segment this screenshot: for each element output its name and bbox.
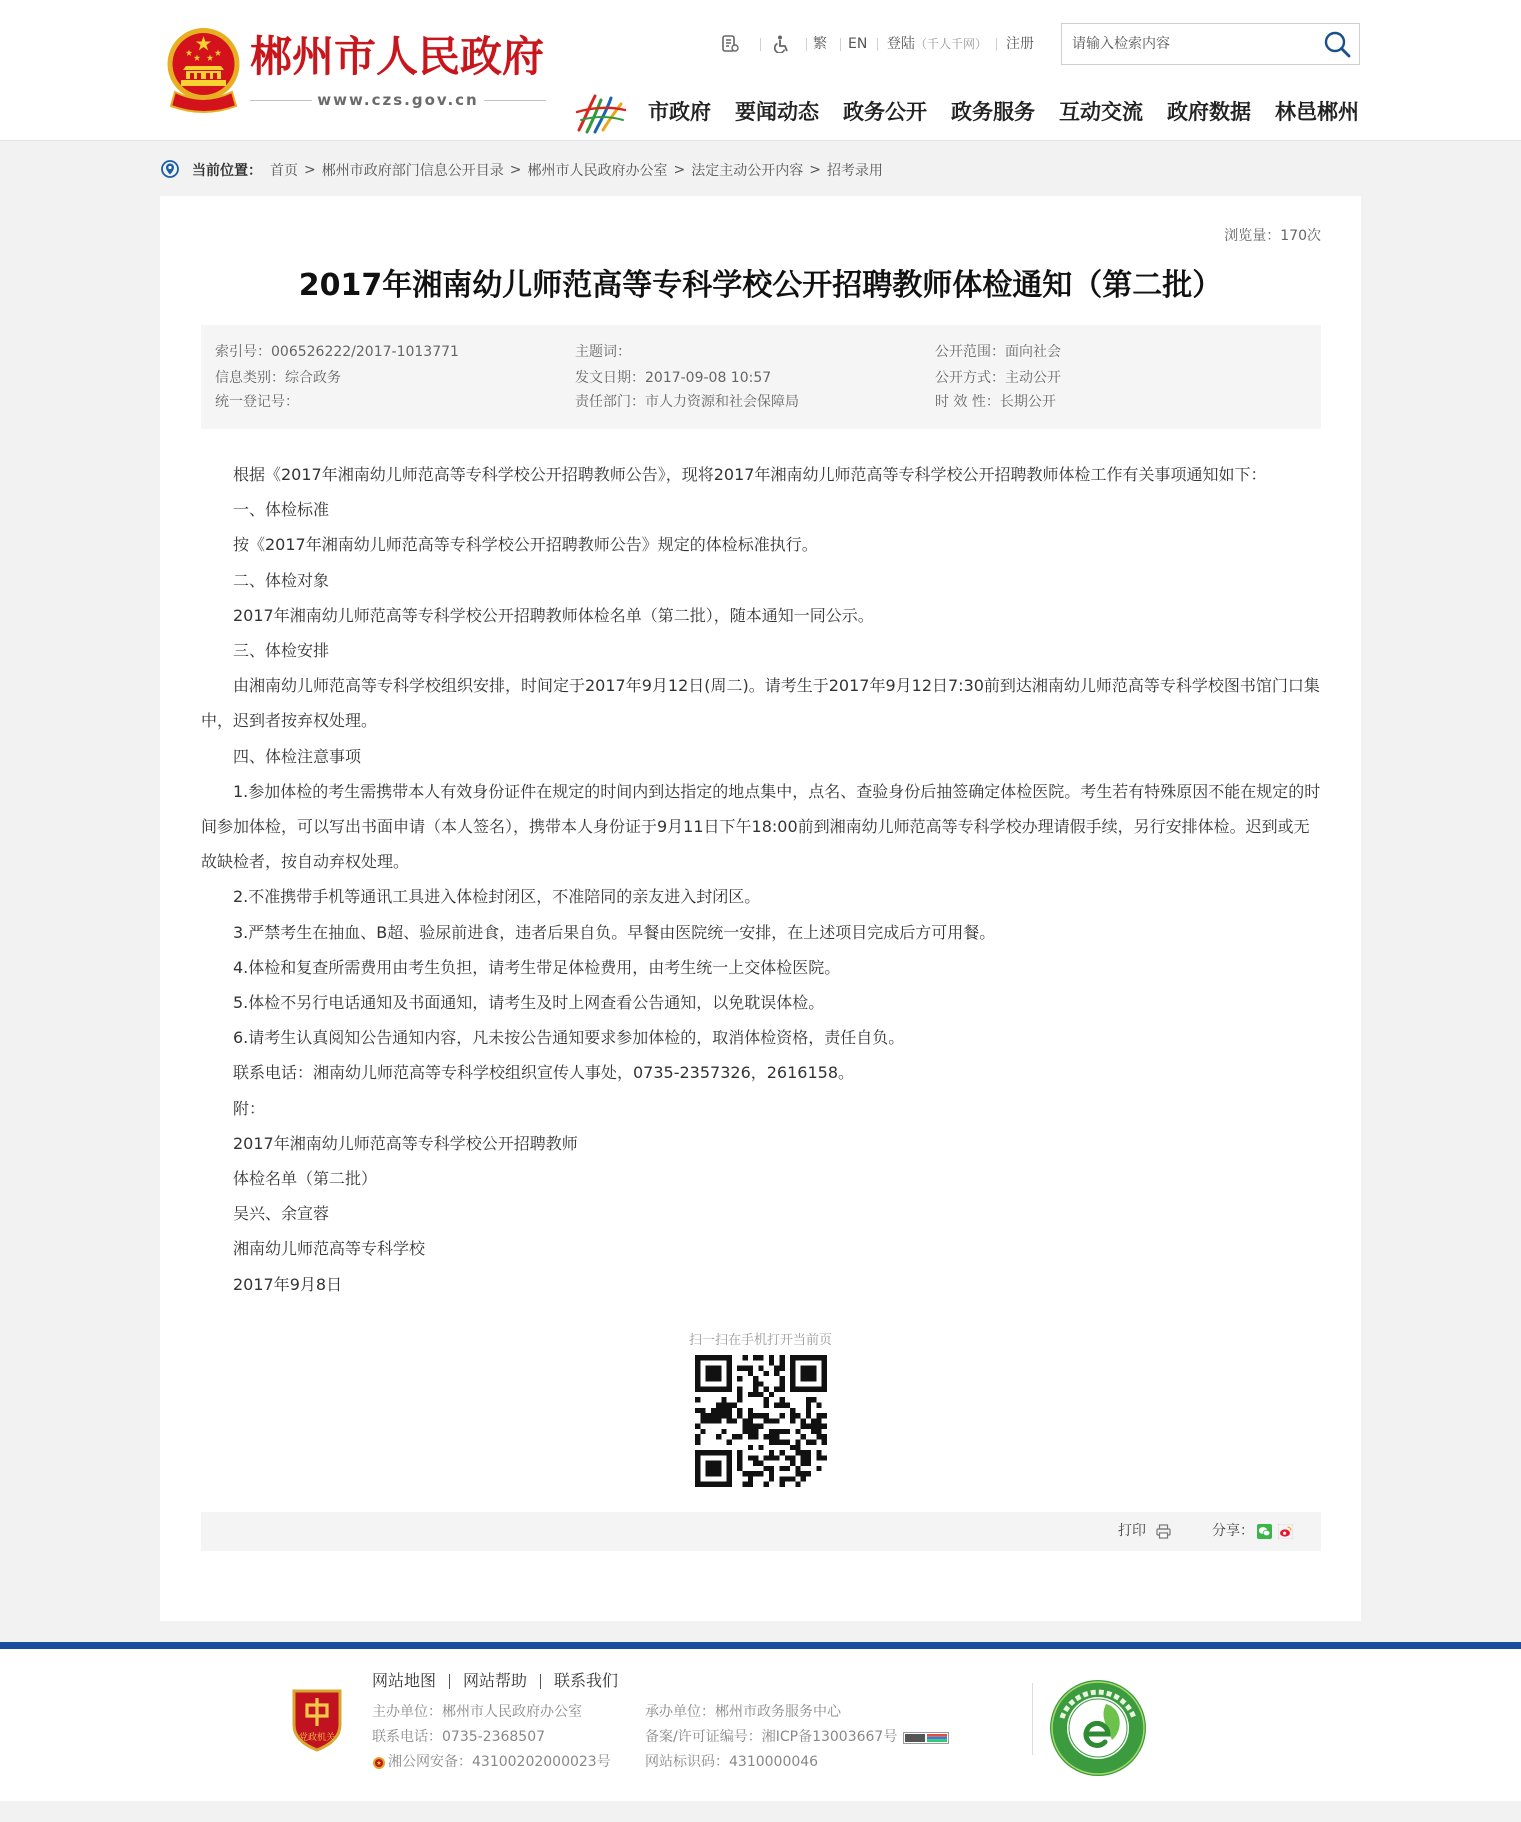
sitemap-link[interactable]: 网站地图 [372,1671,437,1690]
nav-item-city-government[interactable]: 市政府 [648,100,711,124]
paragraph: 根据《2017年湘南幼儿师范高等专科学校公开招聘教师公告》，现将2017年湘南幼儿师范高等专科学校公开招聘教师体检工作有关事项通知如下： [233,465,1267,484]
main-nav [648,97,1359,127]
footer-site-code: 网站标识码：4310000046 [645,1754,819,1770]
signature-organization: 湘南幼儿师范高等专科学校 [233,1239,426,1259]
paragraph: 5.体检不另行电话通知及书面通知，请考生及时上网查看公告通知，以免耽误体检。 [233,993,825,1013]
attachment-subtitle: 体检名单（第二批） [233,1169,378,1189]
section-heading: 三、体检安排 [233,641,330,661]
breadcrumb-separator: > [509,162,522,178]
top-link-separator [840,38,841,51]
register-link[interactable]: 注册 [1006,36,1034,52]
attachment-label: 附： [233,1098,266,1118]
national-emblem-icon[interactable] [165,26,242,114]
article-title: 2017年湘南幼儿师范高等专科学校公开招聘教师体检通知（第二批） [298,268,1223,303]
meta-label: 信息类别： [215,370,285,386]
section-heading: 二、体检对象 [233,570,330,590]
english-link[interactable]: EN [848,36,868,52]
meta-scope [935,341,1061,363]
breadcrumb-item-home[interactable]: 首页 [270,163,298,179]
paragraph: 6.请考生认真阅知公告通知内容，凡未按公告通知要求参加体检的，取消体检资格，责任自负。 [233,1028,905,1048]
nav-item-news[interactable]: 要闻动态 [735,100,819,124]
footer-top-rule [0,1642,1521,1649]
url-left-rule [250,100,312,101]
article-meta-box [201,325,1321,429]
top-link-separator [760,38,761,51]
meta-value: 市人力资源和社会保障局 [645,394,799,410]
meta-label: 统一登记号： [215,394,299,410]
article-body [201,457,1321,1302]
meta-label: 公开范围： [935,344,1005,360]
attachment-names: 吴兴、余宣蓉 [233,1204,330,1224]
site-header [0,0,1521,141]
breadcrumb-separator: > [809,162,821,178]
paragraph: 2.不准携带手机等通讯工具进入体检封闭区，不准陪同的亲友进入封闭区。 [233,887,761,907]
footer-police-record[interactable] [372,1750,611,1775]
meta-publish-date [575,367,771,389]
attachment-title: 2017年湘南幼儿师范高等专科学校公开招聘教师 [233,1133,578,1153]
meta-department [575,391,799,413]
meta-index-number [215,341,459,363]
meta-validity [935,391,1056,413]
wechat-share-icon[interactable] [1257,1524,1272,1539]
footer-info-right [645,1700,949,1775]
help-link[interactable]: 网站帮助 [463,1671,528,1690]
breadcrumb-item-directory[interactable]: 郴州市政府部门信息公开目录 [321,163,504,179]
search-icon[interactable] [1323,30,1351,58]
site-logo-mark-icon [575,90,627,135]
contact-paragraph: 联系电话：湘南幼儿师范高等专科学校组织宣传人事处，0735-2357326，2616158。 [233,1063,855,1083]
login-link[interactable] [887,34,987,54]
search-box [1061,23,1360,65]
meta-label: 时 效 性： [935,394,1000,410]
meta-disclosure-method [935,367,1061,389]
meta-value: 006526222/2017-1013771 [271,344,459,360]
paragraph: 4.体检和复查所需费用由考生负担，请考生带足体检费用，由考生统一上交体检医院。 [233,957,841,977]
paragraph: 2017年湘南幼儿师范高等专科学校公开招聘教师体检名单（第二批），随本通知一同公示。 [233,605,874,625]
print-button[interactable]: 打印 [1118,1523,1146,1539]
breadcrumb-separator: > [673,162,686,178]
paragraph: 1.参加体检的考生需携带本人有效身份证件在规定的时间内到达指定的地点集中，点名、查验身份后抽签确定体检医院。考生若有特殊原因不能在规定的时间参加体检，可以写出书面申请（本人签名），携带本人身份证于9月11日下午18:00前到湘南幼儿师范高等专科学校办理请假手续，另行安排体检。迟到或无故缺检者，按自动弃权处理。 [201,781,1321,872]
meta-value: 长期公开 [999,394,1056,410]
party-badge-text: 党政机关 [298,1733,336,1743]
breadcrumb [160,159,883,181]
footer-link-separator [540,1674,541,1689]
section-heading: 一、体检标准 [233,500,330,520]
site-url: www.czs.gov.cn [317,91,479,109]
top-link-separator [996,38,997,51]
meta-value: 综合政务 [285,370,341,386]
nav-item-linyi-chenzhou[interactable]: 林邑郴州 [1275,100,1359,124]
icp-record-text: 备案/许可证编号：湘ICP备13003667号 [645,1729,898,1745]
top-link-separator [877,38,878,51]
share-label: 分享： [1212,1523,1254,1539]
meta-keywords [575,341,631,363]
breadcrumb-item-recruitment[interactable]: 招考录用 [826,163,883,179]
police-record-text: 湘公网安备：43100202000023号 [388,1754,611,1770]
login-note: （千人千网） [915,37,988,51]
search-input[interactable] [1062,24,1322,64]
meta-category [215,367,341,389]
url-right-rule [484,100,546,101]
qr-caption: 扫一扫在手机打开当前页 [688,1333,832,1348]
qr-code [695,1355,827,1487]
nav-item-government-disclosure[interactable]: 政务公开 [843,100,927,124]
section-heading: 四、体检注意事项 [233,746,362,766]
footer-sponsor: 主办单位：郴州市人民政府办公室 [372,1704,582,1720]
footer-organizer: 承办单位：郴州市政务服务中心 [645,1704,841,1720]
footer-links [372,1670,618,1692]
weibo-share-icon[interactable] [1278,1524,1293,1539]
meta-label: 主题词： [575,344,631,360]
meta-value: 主动公开 [1005,370,1061,386]
article-tools-bar [201,1512,1321,1551]
paragraph: 按《2017年湘南幼儿师范高等专科学校公开招聘教师公告》规定的体检标准执行。 [233,535,818,555]
printer-icon[interactable] [1156,1524,1171,1539]
accessibility-icon[interactable] [772,35,790,53]
meta-label: 索引号： [215,344,271,360]
meta-label: 公开方式： [935,370,1005,386]
top-link-separator [806,38,807,51]
breadcrumb-label: 当前位置： [192,163,262,179]
mobile-icon[interactable] [720,35,740,53]
breadcrumb-item-office[interactable]: 郴州市人民政府办公室 [527,163,668,179]
nav-item-interaction[interactable]: 互动交流 [1059,100,1143,124]
meta-label: 发文日期： [575,370,645,386]
breadcrumb-separator: > [304,162,316,178]
footer-phone: 联系电话：0735-2368507 [372,1729,546,1745]
nav-item-government-data[interactable]: 政府数据 [1167,100,1251,124]
breadcrumb-item-statutory-content[interactable]: 法定主动公开内容 [691,163,804,179]
meta-value: 2017-09-08 10:57 [645,370,772,386]
footer-info-left [372,1700,611,1775]
location-pin-icon [160,159,180,181]
civilization-unit-badge-icon[interactable] [1048,1678,1148,1778]
paragraph: 3.严禁考生在抽血、B超、验尿前进食，违者后果自负。早餐由医院统一安排，在上述项目完成后方可用餐。 [233,922,996,942]
nav-item-government-services[interactable]: 政务服务 [951,100,1035,124]
police-badge-icon [372,1756,386,1770]
site-url-row [250,90,546,110]
article-card [160,196,1361,1621]
meta-label: 责任部门： [575,394,645,410]
statistics-badge-icon[interactable] [903,1732,949,1744]
footer-icp-record[interactable] [645,1725,949,1750]
traditional-chinese-link[interactable]: 繁 [813,36,827,52]
meta-registration-number [215,391,299,413]
footer-link-separator [449,1674,450,1689]
contact-link[interactable]: 联系我们 [554,1671,619,1690]
paragraph: 由湘南幼儿师范高等专科学校组织安排，时间定于2017年9月12日(周二)。请考生于2017年9月12日7:30前到达湘南幼儿师范高等专科学校图书馆门口集中，迟到者按弃权处理。 [201,676,1320,731]
signature-date: 2017年9月8日 [233,1274,343,1294]
site-title[interactable]: 郴州市人民政府 [250,32,545,81]
party-government-badge-icon[interactable] [290,1687,344,1752]
view-count: 浏览量：170次 [1224,228,1321,244]
login-label: 登陆 [887,36,915,52]
meta-value: 面向社会 [1005,344,1061,360]
footer-divider [1032,1683,1033,1755]
